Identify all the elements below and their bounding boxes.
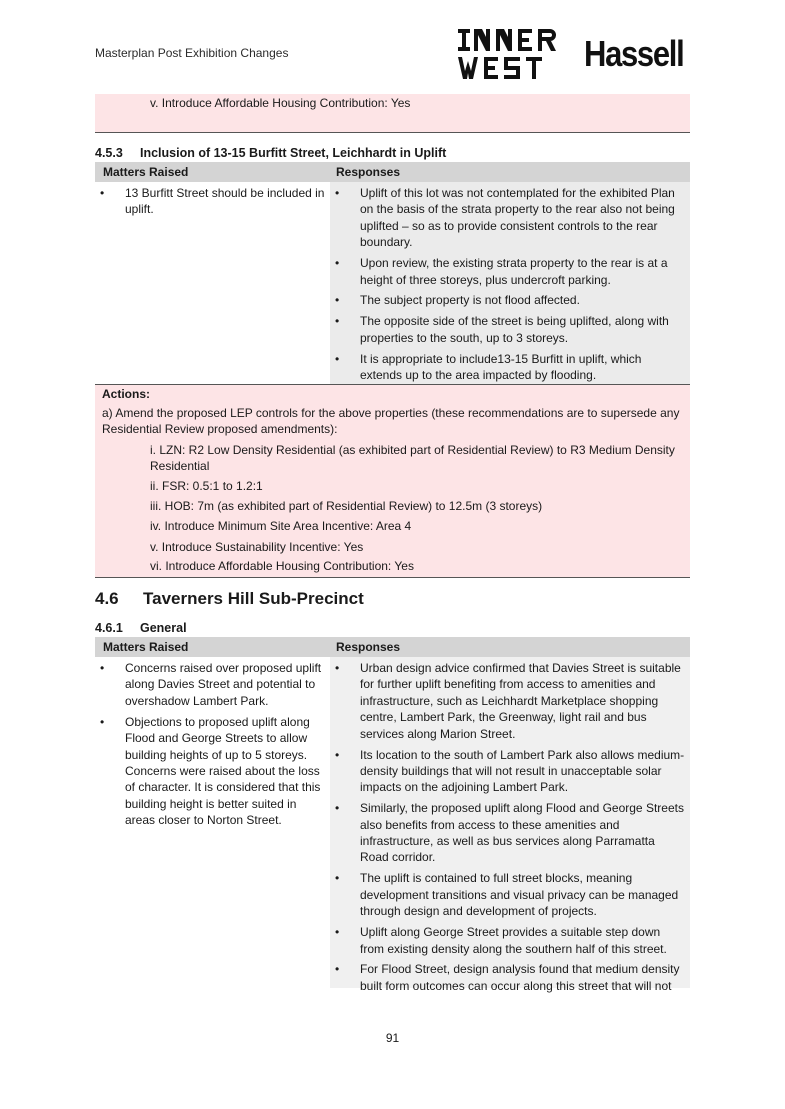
- matters-cell: [95, 660, 325, 833]
- table-header-row: [95, 162, 690, 182]
- page-number: 91: [385, 1031, 400, 1045]
- section-number: 4.6: [95, 589, 119, 608]
- col-matters-raised: Matters Raised: [103, 640, 189, 654]
- list-item: • Upon review, the existing strata property to the rear is at a height of three storeys, plus undercroft parking.: [330, 255, 682, 288]
- section-heading-4-6: [95, 589, 364, 609]
- table-bottom-rule: [95, 132, 690, 133]
- list-item: • Concerns raised over proposed uplift along Davies Street and potential to overshadow Lambert Park.: [95, 660, 325, 709]
- document-title: Masterplan Post Exhibition Changes: [95, 46, 289, 60]
- responses-cell: [330, 185, 682, 388]
- responses-cell: [330, 660, 686, 999]
- actions-intro: a) Amend the proposed LEP controls for the above properties (these recommendations are to supersede any Residential Review proposed amendments):: [102, 406, 680, 437]
- action-item: iii. HOB: 7m (as exhibited part of Residential Review) to 12.5m (3 storeys): [150, 499, 543, 513]
- col-matters-raised: Matters Raised: [103, 165, 189, 179]
- actions-label: Actions:: [102, 387, 150, 401]
- section-heading-4-5-3: [95, 146, 446, 160]
- list-item: • Its location to the south of Lambert Park also allows medium-density buildings that will not result in unacceptable solar impacts on the adjoining Lambert Park.: [330, 747, 686, 796]
- list-item: • 13 Burfitt Street should be included in uplift.: [95, 185, 325, 218]
- table-header-row: [95, 637, 690, 657]
- inner-west-logo-mark: [456, 27, 558, 81]
- list-item: • The opposite side of the street is being uplifted, along with properties to the south, up to 3 storeys.: [330, 313, 682, 346]
- col-responses: Responses: [336, 165, 401, 179]
- carryover-action-line: v. Introduce Affordable Housing Contribution: Yes: [150, 96, 411, 110]
- section-heading-4-6-1: [95, 621, 187, 635]
- list-item: • Uplift of this lot was not contemplated for the exhibited Plan on the basis of the strata property to the rear also not being uplifted – so as to provide consistent controls to the rear boundary.: [330, 185, 682, 251]
- list-item: • It is appropriate to include13-15 Burfitt in uplift, which extends up to the area impacted by flooding.: [330, 351, 682, 384]
- list-item: • Objections to proposed uplift along Flood and George Streets to allow building heights of up to 5 storeys. Concerns were raised about the loss of character. It is considered that this building height is better suited in areas closer to Norton Street.: [95, 714, 325, 829]
- action-item: ii. FSR: 0.5:1 to 1.2:1: [150, 479, 263, 493]
- section-number: 4.6.1: [95, 621, 123, 635]
- col-responses: Responses: [336, 640, 401, 654]
- inner-west-logo: [456, 27, 558, 81]
- list-item: • Urban design advice confirmed that Davies Street is suitable for further uplift benefiting from access to amenities and infrastructure, such as Leichhardt Marketplace shopping centre, Lambert Park, the Greenway, light rail and bus services along Marion Street.: [330, 660, 686, 742]
- hassell-logo: Hassell: [584, 33, 684, 74]
- actions-bottom-rule: [95, 577, 690, 578]
- list-item: • Uplift along George Street provides a suitable step down from existing density along the southern half of this street.: [330, 924, 686, 957]
- section-title: Inclusion of 13-15 Burfitt Street, Leichhardt in Uplift: [140, 146, 447, 160]
- action-item: vi. Introduce Affordable Housing Contribution: Yes: [150, 559, 414, 573]
- section-title: Taverners Hill Sub-Precinct: [143, 589, 364, 608]
- list-item: • The subject property is not flood affected.: [330, 292, 682, 308]
- section-number: 4.5.3: [95, 146, 123, 160]
- matters-cell: [95, 185, 325, 222]
- action-item: i. LZN: R2 Low Density Residential (as exhibited part of Residential Review) to R3 Medium Density Residential: [150, 443, 675, 474]
- action-item: iv. Introduce Minimum Site Area Incentive: Area 4: [150, 519, 412, 533]
- section-title: General: [140, 621, 187, 635]
- list-item: • For Flood Street, design analysis found that medium density built form outcomes can occur along this street that will not: [330, 961, 686, 994]
- list-item: • The uplift is contained to full street blocks, meaning development transitions and visual privacy can be managed through design and development of projects.: [330, 870, 686, 919]
- action-item: v. Introduce Sustainability Incentive: Yes: [150, 540, 364, 554]
- list-item: • Similarly, the proposed uplift along Flood and George Streets also benefits from access to these amenities and infrastructure, as well as bus services along Parramatta Road corridor.: [330, 800, 686, 866]
